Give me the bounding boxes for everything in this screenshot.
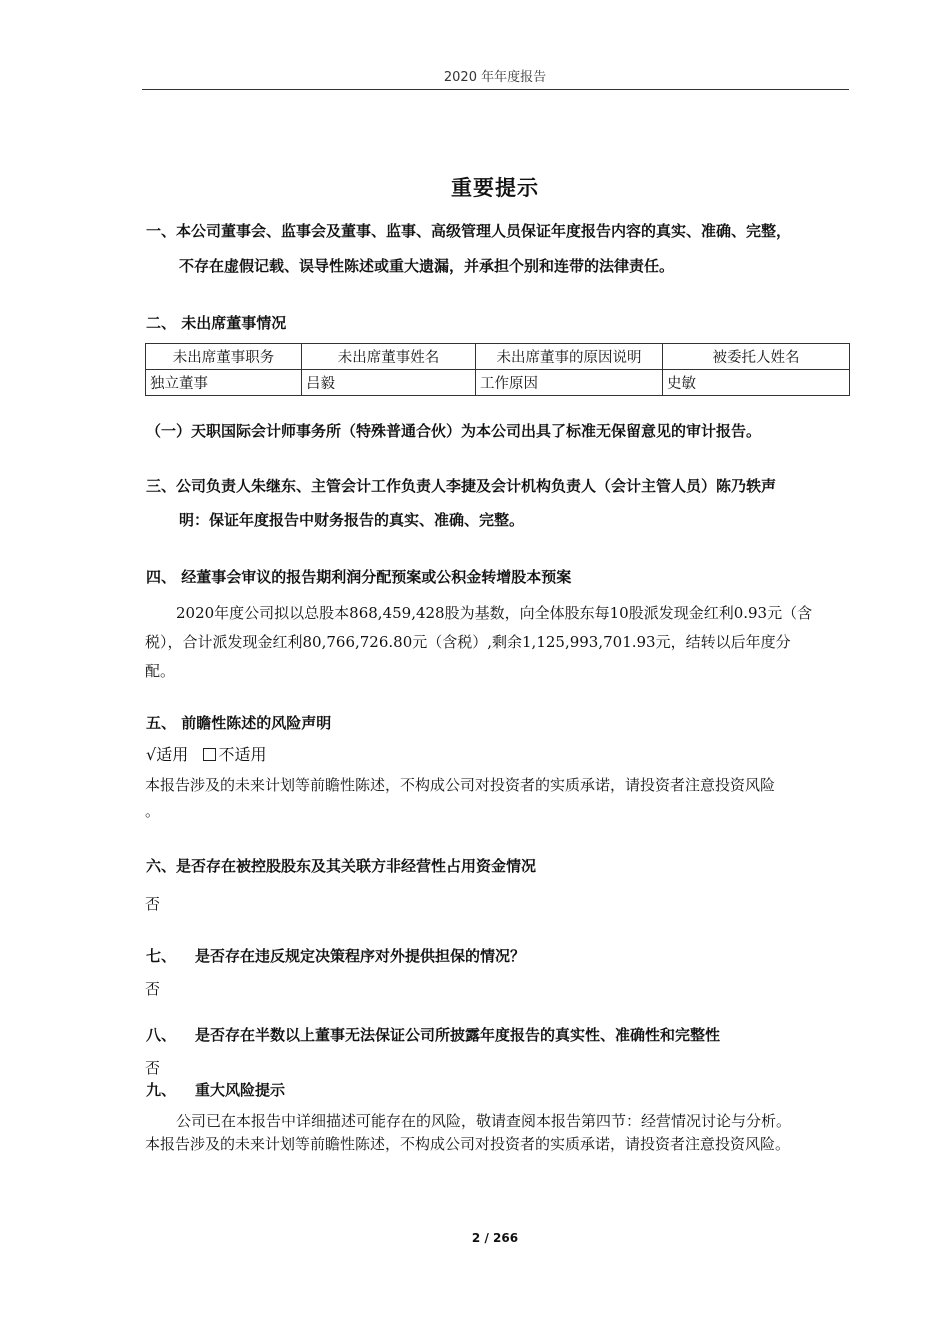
section3-line2: 明：保证年度报告中财务报告的真实、准确、完整。 bbox=[179, 511, 525, 529]
section6-heading: 六、是否存在被控股股东及其关联方非经营性占用资金情况 bbox=[146, 857, 537, 875]
table-header-cell: 未出席董事姓名 bbox=[302, 344, 476, 370]
table-header-cell: 未出席董事职务 bbox=[146, 344, 302, 370]
forward-looking-statement-line1: 本报告涉及的未来计划等前瞻性陈述，不构成公司对投资者的实质承诺，请投资者注意投资风险 bbox=[145, 776, 776, 794]
section7-heading: 是否存在违反规定决策程序对外提供担保的情况？ bbox=[195, 947, 526, 965]
section2-heading: 二、 未出席董事情况 bbox=[146, 314, 287, 332]
table-header-cell: 被委托人姓名 bbox=[663, 344, 850, 370]
section3-line1: 三、公司负责人朱继东、主管会计工作负责人李捷及会计机构负责人（会计主管人员）陈乃轶声 bbox=[146, 477, 777, 495]
section8-answer: 否 bbox=[145, 1059, 161, 1077]
section9-number: 九、 bbox=[146, 1081, 177, 1099]
profit-distribution-line3: 配。 bbox=[145, 662, 176, 680]
table-header-cell: 未出席董事的原因说明 bbox=[476, 344, 663, 370]
section8-heading: 是否存在半数以上董事无法保证公司所披露年度报告的真实性、准确性和完整性 bbox=[195, 1026, 721, 1044]
section6-answer: 否 bbox=[145, 895, 161, 913]
table-cell: 吕毅 bbox=[302, 370, 476, 396]
absent-directors-table bbox=[145, 343, 850, 396]
page-header-title: 2020 年年度报告 bbox=[443, 70, 547, 85]
audit-opinion-note: （一）天职国际会计师事务所（特殊普通合伙）为本公司出具了标准无保留意见的审计报告。 bbox=[146, 422, 762, 440]
section8-number: 八、 bbox=[146, 1026, 177, 1044]
table-cell: 工作原因 bbox=[476, 370, 663, 396]
empty-checkbox-icon bbox=[203, 748, 216, 761]
table-header-row bbox=[146, 344, 850, 370]
document-title: 重要提示 bbox=[451, 176, 539, 200]
page-number: 2 / 266 bbox=[471, 1231, 519, 1245]
section9-heading: 重大风险提示 bbox=[195, 1081, 286, 1099]
section4-heading: 四、 经董事会审议的报告期利润分配预案或公积金转增股本预案 bbox=[146, 568, 572, 586]
table-cell: 独立董事 bbox=[146, 370, 302, 396]
section7-number: 七、 bbox=[146, 947, 177, 965]
applicable-label: 适用 bbox=[156, 745, 189, 764]
table-cell: 史敏 bbox=[663, 370, 850, 396]
section5-heading: 五、 前瞻性陈述的风险声明 bbox=[146, 714, 332, 732]
checkmark-icon: √ bbox=[146, 745, 157, 764]
section7-answer: 否 bbox=[145, 980, 161, 998]
major-risk-line1: 公司已在本报告中详细描述可能存在的风险，敬请查阅本报告第四节：经营情况讨论与分析。 bbox=[176, 1112, 792, 1130]
header-divider bbox=[142, 89, 849, 90]
applicability-options bbox=[146, 742, 267, 765]
table-row bbox=[146, 370, 850, 396]
profit-distribution-line2: 税），合计派发现金红利80,766,726.80元（含税）,剩余1,125,993,701.93元，结转以后年度分 bbox=[145, 633, 791, 651]
profit-distribution-line1: 2020年度公司拟以总股本868,459,428股为基数，向全体股东每10股派发现金红利0.93元（含 bbox=[176, 604, 813, 622]
forward-looking-statement-line2: 。 bbox=[145, 802, 161, 820]
section1-line1: 一、本公司董事会、监事会及董事、监事、高级管理人员保证年度报告内容的真实、准确、完整， bbox=[146, 222, 792, 240]
major-risk-line2: 本报告涉及的未来计划等前瞻性陈述，不构成公司对投资者的实质承诺，请投资者注意投资风险。 bbox=[145, 1135, 791, 1153]
section1-line2: 不存在虚假记载、误导性陈述或重大遗漏，并承担个别和连带的法律责任。 bbox=[179, 257, 675, 275]
not-applicable-label: 不适用 bbox=[218, 745, 267, 764]
